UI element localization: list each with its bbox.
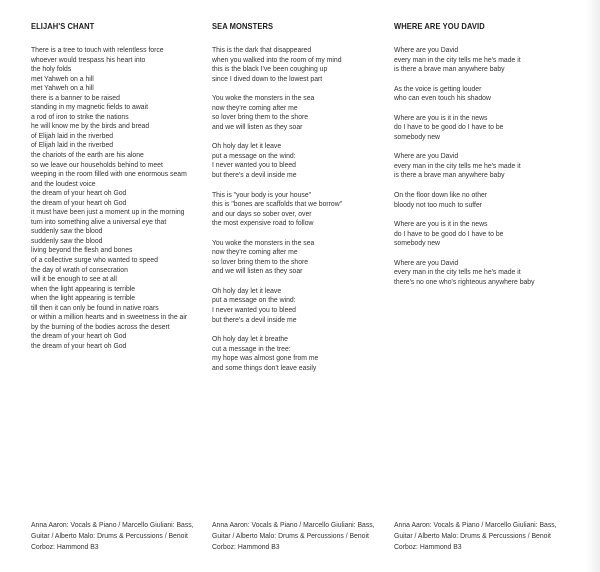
stanza xyxy=(394,84,570,103)
stanza xyxy=(212,334,384,372)
lyrics xyxy=(31,45,203,351)
lyric-line: do I have to be good do I have to be xyxy=(394,122,504,132)
stanza xyxy=(212,93,384,131)
lyric-line: who can even touch his shadow xyxy=(394,93,491,103)
credits-line: Guitar / Alberto Malo: Drums & Percussions / Benoit xyxy=(31,531,188,540)
lyric-line: somebody new xyxy=(394,238,440,248)
credits-line: Anna Aaron: Vocals & Piano / Marcello Giuliani: Bass, xyxy=(394,520,557,529)
lyric-line: Oh holy day let it leave xyxy=(212,141,282,151)
lyric-line: when you walked into the room of my mind xyxy=(212,54,342,64)
lyric-line: met Yahweh on a hill xyxy=(31,73,94,83)
lyric-line: of Elijah laid in the riverbed xyxy=(31,130,114,140)
lyric-line: This is the dark that disappeared xyxy=(212,45,312,54)
lyric-line: suddenly saw the blood xyxy=(31,235,103,245)
lyric-line: he will know me by the birds and bread xyxy=(31,121,150,131)
lyric-line: and we will listen as they soar xyxy=(212,266,303,276)
lyric-line: the chariots of the earth are his alone xyxy=(31,150,144,160)
lyric-line: this is "bones are scaffolds that we borrow" xyxy=(212,199,343,209)
song-title: WHERE ARE YOU DAVID xyxy=(394,22,485,31)
lyric-line: but there's a devil inside me xyxy=(212,314,297,324)
credits-line: Corboz: Hammond B3 xyxy=(394,542,462,551)
lyric-line: Oh holy day let it breathe xyxy=(212,334,288,344)
lyric-line: standing in my magnetic fields to await xyxy=(31,102,149,112)
lyric-line: living beyond the flesh and bones xyxy=(31,245,133,255)
stanza xyxy=(394,190,570,209)
lyric-line: there is a banner to be raised xyxy=(31,92,120,102)
lyric-line: On the floor down like no other xyxy=(394,190,488,200)
lyric-line: put a message on the wind: xyxy=(212,295,296,305)
credits-line: Guitar / Alberto Malo: Drums & Percussions / Benoit xyxy=(394,531,551,540)
stanza xyxy=(394,45,570,74)
lyric-line: turn into something alive a universal eye that xyxy=(31,216,167,226)
lyric-line: Where are you is it in the news xyxy=(394,112,488,122)
lyric-line: the dream of your heart oh God xyxy=(31,340,127,350)
lyric-line: weeping in the room filled with one enormous seam xyxy=(31,169,187,179)
lyric-line: I never wanted you to bleed xyxy=(212,305,296,315)
lyric-line: of a collective surge who wanted to speed xyxy=(31,255,158,265)
lyric-line: but there's a devil inside me xyxy=(212,170,297,180)
lyric-line: there's no one who's righteous anywhere baby xyxy=(394,276,535,286)
lyric-line: of Elijah laid in the riverbed xyxy=(31,140,114,150)
lyric-line: will it be enough to see at all xyxy=(31,274,117,284)
lyric-line: the dream of your heart oh God xyxy=(31,188,127,198)
stanza xyxy=(212,141,384,179)
stanza xyxy=(212,286,384,324)
lyric-line: You woke the monsters in the sea xyxy=(212,237,315,247)
lyric-line: so lover bring them to the shore xyxy=(212,256,309,266)
lyric-line: a rod of iron to strike the nations xyxy=(31,111,129,121)
lyric-line: till then it can only be found in native roars xyxy=(31,302,159,312)
lyric-line: since I dived down to the lowest part xyxy=(212,73,323,83)
page-edge-shadow xyxy=(586,0,600,572)
song-column-sea-monsters xyxy=(212,22,384,382)
credits-line: Anna Aaron: Vocals & Piano / Marcello Giuliani: Bass, xyxy=(31,520,194,529)
stanza xyxy=(394,113,570,142)
lyric-line: There is a tree to touch with relentless force xyxy=(31,45,164,54)
stanza xyxy=(212,238,384,276)
stanza xyxy=(394,258,570,287)
lyric-line: every man in the city tells me he's made it xyxy=(394,267,521,277)
lyric-line: every man in the city tells me he's made it xyxy=(394,54,521,64)
lyric-line: and our days so sober over, over xyxy=(212,208,312,218)
credits-line: Corboz: Hammond B3 xyxy=(31,542,99,551)
credits-line: Anna Aaron: Vocals & Piano / Marcello Giuliani: Bass, xyxy=(212,520,375,529)
song-title: ELIJAH'S CHANT xyxy=(31,22,95,31)
lyric-line: so lover bring them to the shore xyxy=(212,112,309,122)
lyric-line: now they're coming after me xyxy=(212,247,298,257)
lyric-line: now they're coming after me xyxy=(212,102,298,112)
lyric-line: Where are you David xyxy=(394,151,459,161)
lyric-line: Where are you is it in the news xyxy=(394,219,488,229)
lyric-line: it must have been just a moment up in the morning xyxy=(31,207,185,217)
lyric-line: the most expensive road to follow xyxy=(212,218,314,228)
credits-elijahs-chant xyxy=(31,519,212,552)
lyric-line: and some things don't leave easily xyxy=(212,362,317,372)
lyric-line: As the voice is getting louder xyxy=(394,83,482,93)
lyric-line: the dream of your heart oh God xyxy=(31,197,127,207)
song-title: SEA MONSTERS xyxy=(212,22,274,31)
lyric-line: Where are you David xyxy=(394,257,459,267)
lyric-line: so we leave our households behind to meet xyxy=(31,159,163,169)
lyric-line: This is "your body is your house" xyxy=(212,189,312,199)
stanza xyxy=(394,151,570,180)
lyric-line: by the burning of the bodies across the desert xyxy=(31,321,170,331)
lyric-line: when the light appearing is terrible xyxy=(31,293,136,303)
credits-line: Guitar / Alberto Malo: Drums & Percussions / Benoit xyxy=(212,531,369,540)
lyric-line: the day of wrath of consecration xyxy=(31,264,128,274)
lyric-line: You woke the monsters in the sea xyxy=(212,93,315,103)
credits-where-are-you-david xyxy=(394,519,575,552)
song-column-where-are-you-david xyxy=(394,22,570,296)
lyric-line: I never wanted you to bleed xyxy=(212,160,296,170)
song-column-elijahs-chant xyxy=(31,22,203,361)
lyric-line: cut a message in the tree: xyxy=(212,343,291,353)
lyric-line: suddenly saw the blood xyxy=(31,226,103,236)
stanza xyxy=(212,190,384,228)
lyric-line: or within a million hearts and in sweetness in the air xyxy=(31,312,188,322)
lyric-line: Where are you David xyxy=(394,45,459,54)
lyric-line: Oh holy day let it leave xyxy=(212,285,282,295)
lyric-line: when the light appearing is terrible xyxy=(31,283,136,293)
lyric-line: do I have to be good do I have to be xyxy=(394,228,504,238)
stanza xyxy=(31,45,203,351)
lyric-line: put a message on the wind: xyxy=(212,150,296,160)
lyric-line: every man in the city tells me he's made it xyxy=(394,160,521,170)
lyric-line: is there a brave man anywhere baby xyxy=(394,64,505,74)
lyric-line: the holy folds xyxy=(31,64,72,74)
credits-line: Corboz: Hammond B3 xyxy=(212,542,280,551)
stanza xyxy=(212,45,384,83)
lyric-line: bloody not too much to suffer xyxy=(394,199,483,209)
lyric-line: somebody new xyxy=(394,131,440,141)
credits-sea-monsters xyxy=(212,519,393,552)
lyric-line: the dream of your heart oh God xyxy=(31,331,127,341)
lyric-line: and we will listen as they soar xyxy=(212,121,303,131)
lyric-line: this is the black I've been coughing up xyxy=(212,64,328,74)
lyrics xyxy=(394,45,570,286)
lyric-line: my hope was almost gone from me xyxy=(212,353,319,363)
lyric-line: met Yahweh on a hill xyxy=(31,83,94,93)
lyric-line: is there a brave man anywhere baby xyxy=(394,170,505,180)
lyric-line: and the loudest voice xyxy=(31,178,96,188)
lyric-line: whoever would trespass his heart into xyxy=(31,54,146,64)
lyrics xyxy=(212,45,384,372)
stanza xyxy=(394,219,570,248)
